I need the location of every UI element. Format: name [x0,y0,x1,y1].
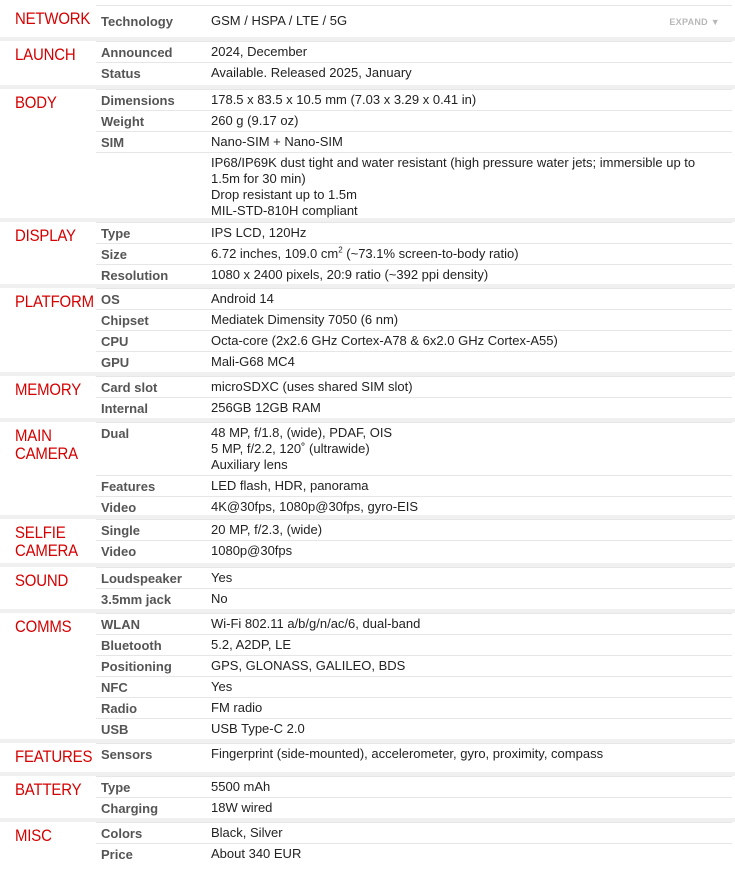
spec-value: Mediatek Dimensity 7050 (6 nm) [211,312,399,327]
spec-value: Fingerprint (side-mounted), accelerometer, gyro, proximity, compass [211,746,604,761]
spec-row [96,62,732,84]
category-title: DISPLAY [15,226,76,245]
spec-label[interactable]: Status [101,66,141,81]
spec-value: Available. Released 2025, January [211,65,412,80]
spec-row [96,422,732,476]
spec-row [96,330,732,352]
spec-row [96,397,732,419]
spec-row [96,309,732,331]
spec-row [96,676,732,698]
spec-row [96,588,732,610]
spec-value: No [211,591,228,606]
category-title: NETWORK [15,9,91,28]
spec-label[interactable]: GPU [101,355,130,370]
spec-row [96,152,732,220]
spec-label[interactable]: 3.5mm jack [101,592,172,607]
spec-value: 5500 mAh [211,779,271,794]
spec-value: 5.2, A2DP, LE [211,637,291,652]
spec-section-comms [5,613,732,739]
spec-label[interactable]: Charging [101,801,159,816]
spec-row [96,634,732,656]
spec-label[interactable]: Weight [101,114,145,129]
category-title: SELFIE CAMERA [15,523,78,560]
category-title: MISC [15,826,52,845]
spec-section-platform [5,288,732,372]
spec-label[interactable]: Dual [101,426,130,441]
spec-value: Yes [211,679,233,694]
category-title: PLATFORM [15,292,94,311]
spec-row [96,718,732,740]
category-title: SOUND [15,571,69,590]
spec-value: Mali-G68 MC4 [211,354,295,369]
spec-value: IPS LCD, 120Hz [211,225,307,240]
spec-section-misc [5,822,732,864]
spec-label[interactable]: Single [101,523,141,538]
spec-section-features [5,743,732,772]
spec-label[interactable]: Positioning [101,659,172,674]
spec-row [96,843,732,865]
spec-label[interactable]: Size [101,247,128,262]
spec-value: 260 g (9.17 oz) [211,113,299,128]
spec-section-display [5,222,732,285]
spec-label[interactable]: Type [101,226,131,241]
spec-row [96,776,732,798]
spec-label[interactable]: CPU [101,334,129,349]
spec-label[interactable]: Announced [101,45,173,60]
spec-value: Wi-Fi 802.11 a/b/g/n/ac/6, dual-band [211,616,421,631]
category-title: LAUNCH [15,45,76,64]
expand-button[interactable]: EXPAND ▼ [669,17,720,27]
spec-value: FM radio [211,700,263,715]
spec-value: LED flash, HDR, panorama [211,478,369,493]
spec-value: IP68/IP69K dust tight and water resistant (high pressure water jets; immersible up to 1.5m for 30 min) Drop resistant up to 1.5m MIL-STD-810H compliant [211,155,696,218]
spec-label[interactable]: Video [101,544,137,559]
category-title: MEMORY [15,380,81,399]
spec-row [96,351,732,373]
spec-value: GPS, GLONASS, GALILEO, BDS [211,658,406,673]
spec-row [96,797,732,819]
spec-label[interactable]: Dimensions [101,93,175,108]
spec-label[interactable]: Resolution [101,268,169,283]
spec-section-battery [5,776,732,818]
spec-label[interactable]: Bluetooth [101,638,162,653]
spec-value: 2024, December [211,44,308,59]
spec-row [96,613,732,635]
spec-value: About 340 EUR [211,846,302,861]
spec-value: 6.72 inches, 109.0 $cm^2$ (~73.1% screen-to-body ratio) [211,245,519,261]
spec-row [96,519,732,541]
category-title: MAIN CAMERA [15,426,78,463]
spec-row [96,655,732,677]
spec-label[interactable]: SIM [101,135,125,150]
spec-row [96,110,732,132]
spec-row [96,222,732,244]
spec-row [96,376,732,398]
spec-label[interactable]: Chipset [101,313,149,328]
spec-value: 4K@30fps, 1080p@30fps, gyro-EIS [211,499,419,514]
spec-section-network [5,5,732,36]
category-title: FEATURES [15,747,93,766]
spec-label[interactable]: Price [101,847,133,862]
spec-value: 256GB 12GB RAM [211,400,321,415]
spec-section-selfie-camera [5,519,732,561]
spec-value: microSDXC (uses shared SIM slot) [211,379,413,394]
spec-row [96,540,732,562]
spec-value: Yes [211,570,233,585]
spec-section-memory [5,376,732,418]
spec-value: USB Type-C 2.0 [211,721,305,736]
category-title: COMMS [15,617,72,636]
spec-label[interactable]: Card slot [101,380,158,395]
spec-label[interactable]: NFC [101,680,128,695]
spec-value: Octa-core (2x2.6 GHz Cortex-A78 & 6x2.0 GHz Cortex-A55) [211,333,558,348]
spec-row [96,243,732,265]
spec-row [96,567,732,589]
spec-section-sound [5,567,732,609]
spec-section-main-camera [5,422,732,517]
spec-label[interactable]: OS [101,292,120,307]
spec-label[interactable]: USB [101,722,129,737]
spec-value: 18W wired [211,800,273,815]
category-title: BATTERY [15,780,82,799]
spec-label[interactable]: Colors [101,826,143,841]
spec-section-body [5,89,732,219]
category-title: BODY [15,93,57,112]
spec-row [96,131,732,153]
spec-label[interactable]: Video [101,500,137,515]
spec-row [96,697,732,719]
spec-value: Android 14 [211,291,274,306]
spec-row [96,5,732,37]
spec-row [96,475,732,497]
spec-value: 20 MP, f/2.3, (wide) [211,522,323,537]
spec-row [96,288,732,310]
spec-row [96,264,732,286]
spec-value: GSM / HSPA / LTE / 5G [211,13,348,28]
spec-label[interactable]: Internal [101,401,148,416]
spec-label[interactable]: Technology [101,14,173,29]
spec-value: 178.5 x 83.5 x 10.5 mm (7.03 x 3.29 x 0.41 in) [211,92,477,107]
spec-label[interactable]: Type [101,780,131,795]
spec-value: 48 MP, f/1.8, (wide), PDAF, OIS 5 MP, f/2.2, 120˚ (ultrawide) Auxiliary lens [211,425,393,472]
spec-label[interactable]: Loudspeaker [101,571,182,586]
spec-label[interactable]: WLAN [101,617,140,632]
spec-row [96,743,732,773]
spec-value: 1080 x 2400 pixels, 20:9 ratio (~392 ppi density) [211,267,489,282]
spec-value: Nano-SIM + Nano-SIM [211,134,343,149]
spec-row [96,89,732,111]
spec-row [96,41,732,63]
spec-value: 1080p@30fps [211,543,293,558]
spec-label[interactable]: Sensors [101,747,153,762]
spec-value: Black, Silver [211,825,283,840]
spec-label[interactable]: Radio [101,701,138,716]
spec-row [96,822,732,844]
spec-section-launch [5,41,732,83]
spec-label[interactable]: Features [101,479,156,494]
